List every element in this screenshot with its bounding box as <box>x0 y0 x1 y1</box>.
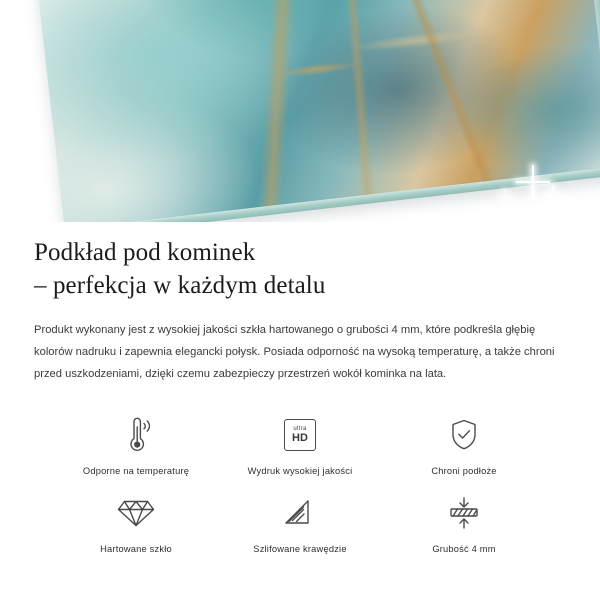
diamond-icon <box>116 490 156 536</box>
feature-tempered-glass <box>54 490 218 554</box>
glass-panel-product <box>33 0 600 222</box>
sparkle-icon <box>543 186 563 206</box>
feature-label: Szlifowane krawędzie <box>253 543 347 554</box>
feature-polished-edges <box>218 490 382 554</box>
feature-surface-protection <box>382 412 546 476</box>
feature-thickness <box>382 490 546 554</box>
description-paragraph: Produkt wykonany jest z wysokiej jakości szkła hartowanego o grubości 4 mm, które podkreśla głębię kolorów nadruku i zapewnia elegancki połysk. Posiada odporność na wysoką temperaturę, a także chroni przed uszkodzeniami, dzięki czemu zabezpieczy przestrzeń wokół kominka na lata. <box>34 324 555 380</box>
feature-grid <box>34 412 566 554</box>
feature-label: Chroni podłoże <box>431 465 497 476</box>
thickness-icon <box>444 490 484 536</box>
hero-image <box>0 0 600 222</box>
feature-label: Hartowane szkło <box>100 543 172 554</box>
page-title <box>34 236 566 302</box>
sparkle-icon <box>498 190 512 204</box>
headline-line-1: Podkład pod kominek <box>34 239 256 266</box>
polished-edge-icon <box>280 490 320 536</box>
headline-line-2: – perfekcja w każdym detalu <box>34 272 326 299</box>
ultra-hd-icon <box>284 412 316 458</box>
feature-label: Odporne na temperaturę <box>82 465 190 476</box>
feature-print-quality <box>218 412 382 476</box>
marble-artwork <box>33 0 600 222</box>
feature-label: Wydruk wysokiej jakości <box>247 465 353 476</box>
ultra-hd-badge-top: ultra <box>293 425 307 432</box>
content-block <box>0 236 600 554</box>
feature-label: Grubość 4 mm <box>432 543 496 554</box>
ultra-hd-badge-bottom: HD <box>292 431 308 444</box>
shield-check-icon <box>447 412 481 458</box>
feature-temperature-resistant <box>54 412 218 476</box>
thermometer-icon <box>119 412 153 458</box>
